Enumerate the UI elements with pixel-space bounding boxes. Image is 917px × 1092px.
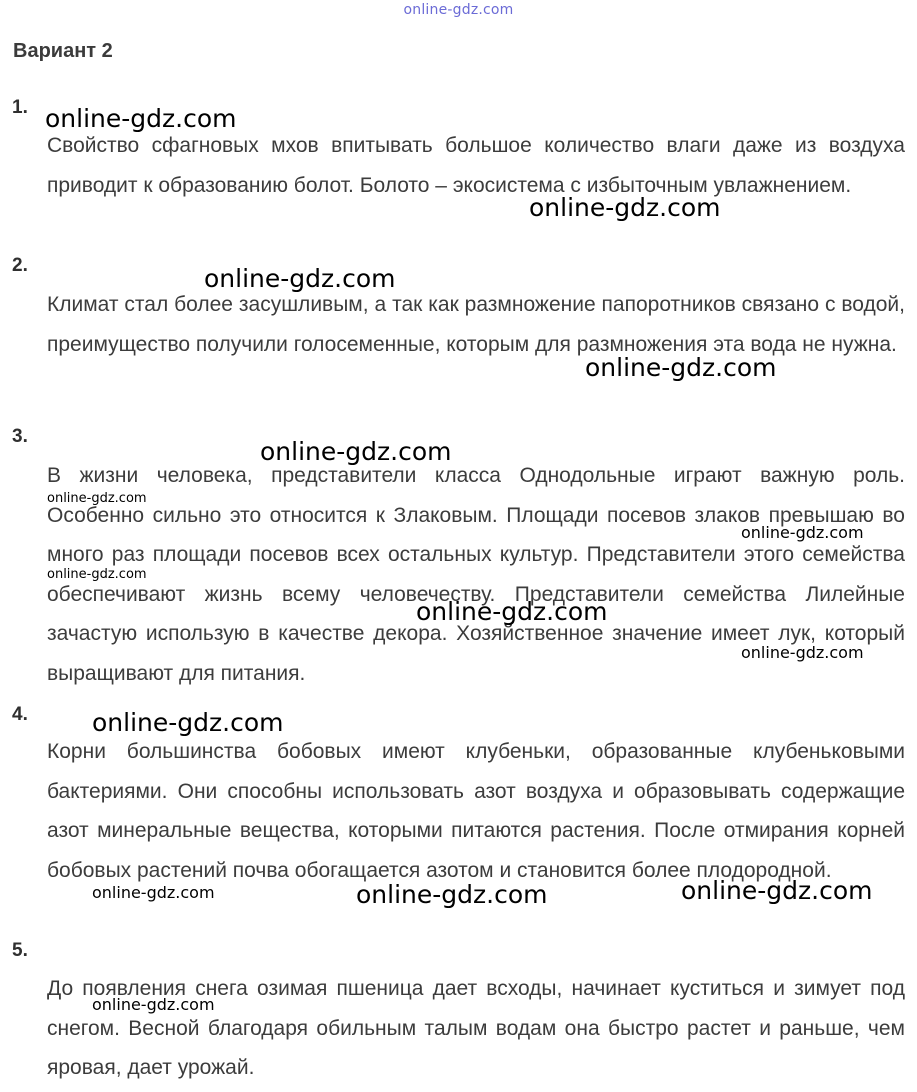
question-text-3: В жизни человека, представители класса Однодольные играют важную роль. Особенно сильно это относится к Злаковым. Площади посевов злаков превышаю во много раз площади посевов всех остальных культур. Представители этого семейства обеспечивают жизнь всему человечеству. Представители семейства Лилейные зачастую использую в качестве декора. Хозяйственное значение имеет лук, который выращивают для питания. <box>47 464 905 685</box>
watermark: online-gdz.com <box>741 523 864 542</box>
question-text-2: Климат стал более засушливым, а так как размножение папоротников связано с водой, преимущество получили голосеменные, которым для размножения эта вода не нужна. <box>47 293 905 356</box>
watermark: online-gdz.com <box>45 104 237 133</box>
watermark: online-gdz.com <box>47 567 147 582</box>
watermark: online-gdz.com <box>260 437 452 466</box>
watermark: online-gdz.com <box>741 643 864 662</box>
question-text-4: Корни большинства бобовых имеют клубеньки, образованные клубеньковыми бактериями. Они способны использовать азот воздуха и образовывать содержащие азот минеральные вещества, которыми питаются растения. После отмирания корней бобовых растений почва обогащается азотом и становится более плодородной. <box>47 740 905 882</box>
question-number-5: 5. <box>12 940 28 961</box>
watermark: online-gdz.com <box>47 491 147 506</box>
watermark: online-gdz.com <box>529 193 721 222</box>
question-number-3: 3. <box>12 426 28 447</box>
watermark: online-gdz.com <box>416 597 608 626</box>
question-number-2: 2. <box>12 255 28 276</box>
question-number-4: 4. <box>12 704 28 725</box>
watermark: online-gdz.com <box>204 264 396 293</box>
page-title: Вариант 2 <box>13 40 113 62</box>
watermark: online-gdz.com <box>681 876 873 905</box>
question-number-1: 1. <box>12 97 28 118</box>
watermark: online-gdz.com <box>585 353 777 382</box>
watermark: online-gdz.com <box>92 708 284 737</box>
watermark: online-gdz.com <box>92 883 215 902</box>
top-site-watermark: online-gdz.com <box>403 2 514 18</box>
watermark: online-gdz.com <box>356 880 548 909</box>
watermark: online-gdz.com <box>92 995 215 1014</box>
question-text-5: До появления снега озимая пшеница дает всходы, начинает куститься и зимует под снегом. Весной благодаря обильным талым водам она быстро растет и раньше, чем яровая, дает урожай. <box>47 977 905 1079</box>
question-text-1: Свойство сфагновых мхов впитывать большое количество влаги даже из воздуха приводит к образованию болот. Болото – экосистема с избыточным увлажнением. <box>47 134 905 197</box>
